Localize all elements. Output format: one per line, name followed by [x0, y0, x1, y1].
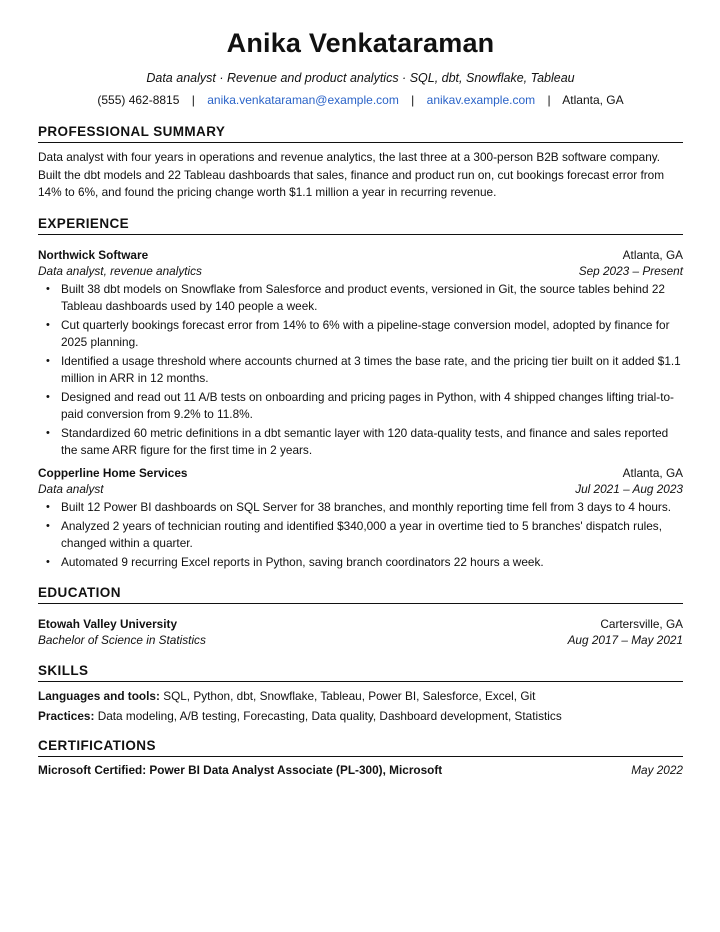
- bullet-item: • Automated 9 recurring Excel reports in Python, saving branch coordinators 22 hours a week.: [38, 554, 683, 571]
- certification-name: Microsoft Certified: Power BI Data Analyst Associate (PL-300), Microsoft: [38, 762, 443, 777]
- job-entry: [38, 465, 683, 571]
- skills-section: [38, 663, 683, 724]
- section-heading-summary: PROFESSIONAL SUMMARY: [38, 124, 683, 143]
- job-title: Data analyst: [38, 482, 104, 497]
- school-name: Etowah Valley University: [38, 616, 177, 631]
- degree: Bachelor of Science in Statistics: [38, 633, 206, 648]
- contact-separator: |: [191, 93, 195, 107]
- summary-text: Data analyst with four years in operations and revenue analytics, the last three at a 300-person B2B software company. Built the dbt models and 22 Tableau dashboards that sales, finance and product run on, cut bookings forecast error from 14% to 6%, and found the pricing change worth $1.1 million a year in recurring revenue.: [38, 150, 665, 199]
- skills-practices-list: Data modeling, A/B testing, Forecasting, Data quality, Dashboard development, Statistics: [97, 708, 562, 723]
- certifications-section: [38, 738, 683, 778]
- headline-tagline: Data analyst · Revenue and product analytics · SQL, dbt, Snowflake, Tableau: [146, 71, 575, 85]
- job-location: Atlanta, GA: [622, 465, 683, 480]
- contact-separator: |: [411, 93, 415, 107]
- job-entry: [38, 247, 683, 459]
- resume-header: [38, 0, 683, 108]
- school-location: Cartersville, GA: [600, 616, 683, 631]
- website-link[interactable]: anikav.example.com: [426, 93, 536, 107]
- job-bullets: [38, 281, 683, 459]
- job-bullets: [38, 499, 683, 571]
- company-name: Northwick Software: [38, 247, 149, 262]
- bullet-item: • Built 12 Power BI dashboards on SQL Server for 38 branches, and monthly reporting time fell from 3 days to 4 hours.: [38, 499, 683, 516]
- candidate-name: Anika Venkataraman: [226, 28, 495, 58]
- experience-section: [38, 216, 683, 571]
- company-name: Copperline Home Services: [38, 465, 188, 480]
- job-location: Atlanta, GA: [622, 247, 683, 262]
- skills-practices-label: Practices:: [38, 708, 95, 723]
- section-heading-experience: EXPERIENCE: [38, 216, 683, 235]
- job-dates: Sep 2023 – Present: [578, 264, 683, 278]
- section-heading-skills: SKILLS: [38, 663, 683, 682]
- job-title: Data analyst, revenue analytics: [38, 264, 202, 278]
- skills-languages-label: Languages and tools:: [38, 688, 160, 703]
- certification-entry: [38, 762, 683, 778]
- section-heading-certifications: CERTIFICATIONS: [38, 738, 683, 757]
- location: Atlanta, GA: [562, 93, 624, 107]
- job-dates: Jul 2021 – Aug 2023: [575, 482, 683, 497]
- section-heading-education: EDUCATION: [38, 585, 683, 604]
- bullet-item: • Designed and read out 11 A/B tests on onboarding and pricing pages in Python, with 4 shipped changes lifting trial-to-paid conversion from 9.2% to 11.8%.: [38, 389, 683, 423]
- skills-languages: [38, 688, 683, 704]
- education-entry: [38, 616, 683, 649]
- bullet-item: • Identified a usage threshold where accounts churned at 3 times the base rate, and the pricing tier built on it added $1.1 million in ARR in 12 months.: [38, 353, 683, 387]
- contact-separator: |: [547, 93, 551, 107]
- skills-languages-list: SQL, Python, dbt, Snowflake, Tableau, Power BI, Salesforce, Excel, Git: [163, 688, 536, 703]
- email-link[interactable]: anika.venkataraman@example.com: [207, 93, 399, 107]
- bullet-item: • Analyzed 2 years of technician routing and identified $340,000 a year in overtime tied to 5 branches' dispatch rules, changed within a quarter.: [38, 518, 683, 552]
- education-dates: Aug 2017 – May 2021: [567, 633, 683, 648]
- certification-date: May 2022: [631, 762, 683, 777]
- summary-section: [38, 124, 683, 202]
- phone-number: (555) 462-8815: [97, 93, 180, 107]
- education-section: [38, 585, 683, 649]
- contact-line: [38, 92, 683, 108]
- bullet-item: • Standardized 60 metric definitions in a dbt semantic layer with 120 data-quality tests, and finance and sales reported the same ARR figure for the first time in 2 years.: [38, 425, 683, 459]
- bullet-item: • Cut quarterly bookings forecast error from 14% to 6% with a pipeline-stage conversion model, adopted by finance for 2025 planning.: [38, 317, 683, 351]
- skills-practices: [38, 708, 683, 724]
- bullet-item: • Built 38 dbt models on Snowflake from Salesforce and product events, versioned in Git, the source tables behind 22 Tableau dashboards used by 140 people a week.: [38, 281, 683, 315]
